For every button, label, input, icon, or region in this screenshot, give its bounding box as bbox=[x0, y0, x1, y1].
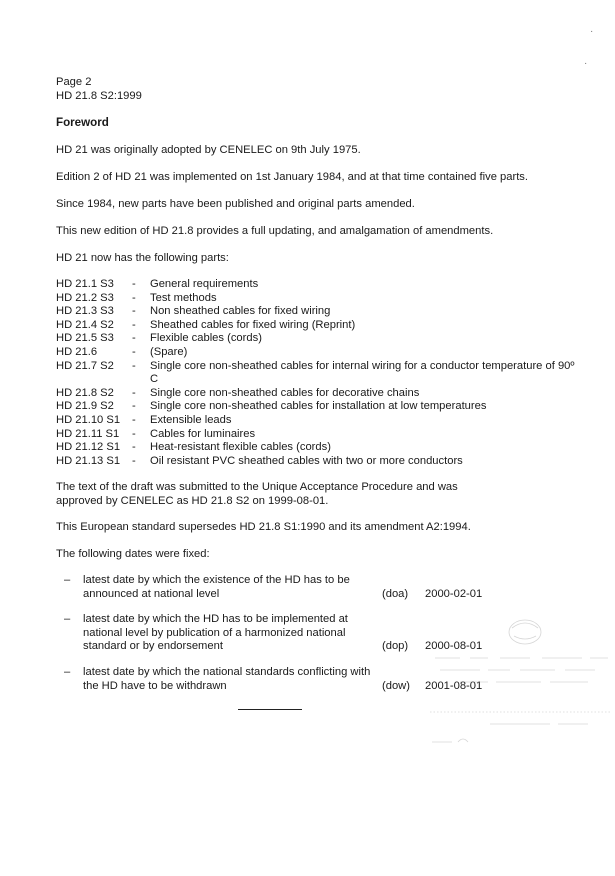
date-value: 2001-08-01 bbox=[425, 679, 483, 692]
part-description: Single core non-sheathed cables for installation at low temperatures bbox=[150, 400, 487, 413]
part-description: (Spare) bbox=[150, 345, 188, 358]
bullet-dash: – bbox=[64, 613, 71, 626]
parts-intro: HD 21 now has the following parts: bbox=[56, 252, 229, 264]
part-dash: - bbox=[132, 291, 136, 304]
scan-speck: · bbox=[590, 26, 594, 37]
bullet-dash: – bbox=[64, 665, 71, 678]
part-description: General requirements bbox=[150, 278, 259, 290]
part-code: HD 21.9 S2 bbox=[56, 400, 114, 413]
part-code: HD 21.5 S3 bbox=[56, 332, 114, 345]
parts-list bbox=[56, 278, 576, 468]
part-dash: - bbox=[132, 386, 136, 399]
foreword-paragraph-3: Since 1984, new parts have been published and original parts amended. bbox=[56, 198, 415, 210]
date-abbreviation: (dow) bbox=[382, 679, 410, 692]
part-description: Sheathed cables for fixed wiring (Reprint) bbox=[150, 318, 356, 331]
part-row bbox=[56, 319, 576, 333]
part-row bbox=[56, 332, 576, 346]
part-dash: - bbox=[132, 441, 136, 454]
bullet-dash: – bbox=[64, 574, 71, 586]
part-description: Non sheathed cables for fixed wiring bbox=[150, 305, 331, 318]
date-description: latest date by which the national standards conflicting with the HD have to be withdrawn bbox=[83, 665, 371, 692]
scan-speck: · bbox=[584, 58, 588, 69]
end-rule bbox=[238, 709, 302, 710]
part-row bbox=[56, 278, 576, 292]
part-dash: - bbox=[132, 400, 136, 413]
date-abbreviation: (dop) bbox=[382, 640, 409, 653]
part-description: Single core non-sheathed cables for decorative chains bbox=[150, 386, 420, 399]
part-code: HD 21.13 S1 bbox=[56, 454, 121, 467]
foreword-paragraph-1: HD 21 was originally adopted by CENELEC on 9th July 1975. bbox=[56, 144, 361, 156]
date-value: 2000-08-01 bbox=[425, 640, 483, 653]
part-dash: - bbox=[132, 427, 136, 440]
supersedes-paragraph: This European standard supersedes HD 21.8 S1:1990 and its amendment A2:1994. bbox=[56, 521, 471, 533]
part-description: Cables for luminaires bbox=[150, 427, 256, 440]
part-dash: - bbox=[132, 359, 136, 372]
foreword-paragraph-2: Edition 2 of HD 21 was implemented on 1st January 1984, and at that time contained five parts. bbox=[56, 171, 529, 183]
part-dash: - bbox=[132, 318, 136, 331]
part-dash: - bbox=[132, 332, 136, 345]
date-description: latest date by which the HD has to be implemented at national level by publication of a harmonized national standard or by endorsement bbox=[83, 613, 348, 653]
part-description: Heat-resistant flexible cables (cords) bbox=[150, 441, 331, 454]
document-id: HD 21.8 S2:1999 bbox=[56, 90, 142, 102]
date-description: latest date by which the existence of the HD has to be announced at national level bbox=[83, 574, 350, 600]
part-row bbox=[56, 305, 576, 319]
part-description: Single core non-sheathed cables for internal wiring for a conductor temperature of 90º C bbox=[150, 359, 575, 386]
part-dash: - bbox=[132, 413, 136, 426]
part-dash: - bbox=[132, 454, 136, 467]
approval-paragraph: The text of the draft was submitted to the Unique Acceptance Procedure and was approved by CENELEC as HD 21.8 S2 on 1999-08-01. bbox=[56, 481, 458, 507]
part-description: Flexible cables (cords) bbox=[150, 332, 262, 345]
part-dash: - bbox=[132, 305, 136, 318]
part-dash: - bbox=[132, 345, 136, 358]
part-description: Oil resistant PVC sheathed cables with two or more conductors bbox=[150, 454, 463, 467]
part-row bbox=[56, 441, 576, 455]
part-row bbox=[56, 387, 576, 401]
part-code: HD 21.3 S3 bbox=[56, 305, 114, 318]
part-code: HD 21.1 S3 bbox=[56, 278, 114, 290]
date-item-doa bbox=[64, 574, 544, 601]
date-abbreviation: (doa) bbox=[382, 587, 409, 600]
part-code: HD 21.11 S1 bbox=[56, 427, 120, 440]
part-description: Extensible leads bbox=[150, 413, 232, 426]
part-row bbox=[56, 428, 576, 442]
part-row bbox=[56, 414, 576, 428]
page-header bbox=[56, 75, 142, 103]
part-description: Test methods bbox=[150, 291, 217, 304]
part-code: HD 21.8 S2 bbox=[56, 386, 114, 399]
part-code: HD 21.2 S3 bbox=[56, 291, 114, 304]
part-row bbox=[56, 360, 576, 387]
part-row bbox=[56, 455, 576, 469]
foreword-heading: Foreword bbox=[56, 116, 109, 129]
part-code: HD 21.7 S2 bbox=[56, 359, 114, 372]
part-code: HD 21.4 S2 bbox=[56, 318, 114, 331]
part-row bbox=[56, 292, 576, 306]
part-code: HD 21.6 bbox=[56, 345, 98, 358]
part-row bbox=[56, 400, 576, 414]
part-dash: - bbox=[132, 278, 136, 290]
faded-stamp-graphic bbox=[430, 612, 615, 752]
part-code: HD 21.12 S1 bbox=[56, 441, 121, 454]
foreword-paragraph-4: This new edition of HD 21.8 provides a full updating, and amalgamation of amendments. bbox=[56, 225, 494, 237]
page-label: Page 2 bbox=[56, 76, 92, 88]
date-value: 2000-02-01 bbox=[425, 587, 483, 600]
part-row bbox=[56, 346, 576, 360]
part-code: HD 21.10 S1 bbox=[56, 413, 121, 426]
dates-intro: The following dates were fixed: bbox=[56, 548, 210, 560]
